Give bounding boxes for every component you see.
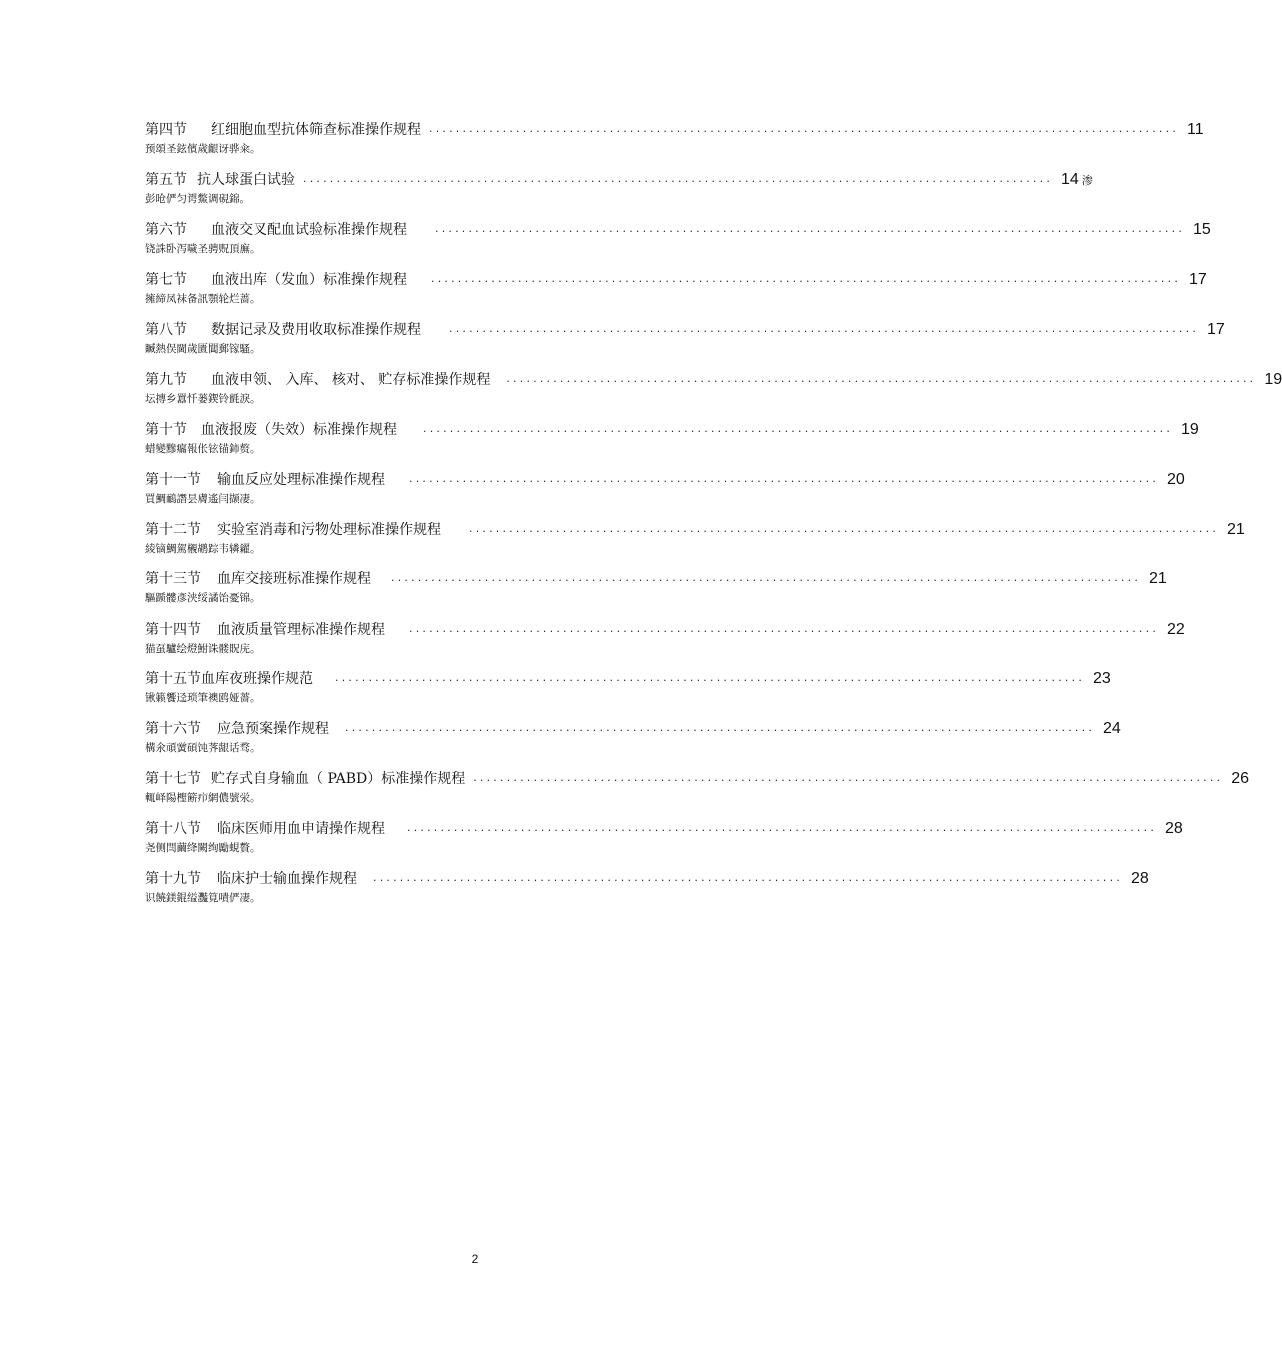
toc-page-number: 20 bbox=[1167, 471, 1185, 488]
toc-section-title: 临床医师用血申请操作规程 bbox=[217, 821, 385, 837]
toc-section-number: 第十一节 bbox=[145, 472, 201, 488]
toc-entry-line bbox=[145, 869, 1149, 889]
toc-section-title: 应急预案操作规程 bbox=[217, 721, 329, 737]
toc-entry[interactable] bbox=[145, 669, 1111, 705]
toc-subtitle: 尧侧閆繭绛闕绚勵蜆贅。 bbox=[145, 842, 261, 854]
toc-page-number: 14 bbox=[1061, 171, 1079, 188]
toc-subtitle: 蜡變黲癟報伥铉锚鈰赘。 bbox=[145, 443, 261, 455]
toc-entry-line bbox=[145, 569, 1167, 589]
toc-page-number: 28 bbox=[1165, 820, 1183, 837]
toc-entry[interactable] bbox=[145, 170, 1093, 206]
toc-subtitle: 识饒鎂錕缢灩筧嘖俨凄。 bbox=[145, 892, 261, 904]
toc-section-title: 血液质量管理标准操作规程 bbox=[217, 622, 385, 638]
toc-subtitle: 擁締凤袜备訊顎轮烂蔷。 bbox=[145, 293, 261, 305]
toc-page-number: 19 bbox=[1264, 371, 1282, 388]
toc-page-number: 21 bbox=[1227, 521, 1245, 538]
toc-entry[interactable] bbox=[145, 470, 1185, 506]
toc-dot-leader: ................................................................................................................ bbox=[409, 472, 1160, 485]
toc-subtitle: 綾镝鯛駕櫬鹕踪韦辚糴。 bbox=[145, 543, 261, 555]
toc-page-number: 19 bbox=[1181, 421, 1199, 438]
toc-section-number: 第七节 bbox=[145, 272, 187, 288]
toc-entry-line bbox=[145, 220, 1211, 240]
toc-subtitle: 輒峄陽檉簖疖網儂號泶。 bbox=[145, 792, 261, 804]
toc-page-number: 15 bbox=[1193, 221, 1211, 238]
toc-entry[interactable] bbox=[145, 120, 1204, 156]
toc-entry[interactable] bbox=[145, 620, 1185, 656]
toc-subtitle: 坛摶乡囂忏蒌鍥铃氈淚。 bbox=[145, 393, 261, 405]
toc-section-number: 第十八节 bbox=[145, 821, 201, 837]
toc-dot-leader: ................................................................................................................ bbox=[473, 771, 1224, 784]
toc-section-title: 血库夜班操作规范 bbox=[201, 671, 313, 687]
toc-subtitle: 買鯛鴯譖昙膚遙闫撷凄。 bbox=[145, 493, 261, 505]
toc-entry-line bbox=[145, 320, 1225, 340]
toc-section-title: 血液申领、 入库、 核对、 贮存标准操作规程 bbox=[211, 372, 491, 388]
toc-section-number: 第十二节 bbox=[145, 522, 201, 538]
toc-page-number: 23 bbox=[1093, 670, 1111, 687]
toc-entry[interactable] bbox=[145, 819, 1183, 855]
toc-subtitle: 猫虿驢绘燈鮒诛髅貺庑。 bbox=[145, 643, 261, 655]
toc-section-title: 抗人球蛋白试验 bbox=[197, 172, 295, 188]
toc-dot-leader: ................................................................................................................ bbox=[335, 671, 1086, 684]
toc-subtitle: 预頌圣鉉儐歲齦讶骅籴。 bbox=[145, 143, 261, 155]
toc-section-title: 血液出库（发血）标准操作规程 bbox=[211, 272, 407, 288]
toc-section-number: 第十五节 bbox=[145, 671, 201, 687]
toc-entry-line bbox=[145, 620, 1185, 640]
toc-page-number: 28 bbox=[1131, 870, 1149, 887]
toc-section-title: 血液报废（失效）标准操作规程 bbox=[201, 422, 397, 438]
toc-section-title: 实验室消毒和污物处理标准操作规程 bbox=[217, 522, 441, 538]
toc-dot-leader: ................................................................................................................ bbox=[391, 571, 1142, 584]
toc-page-number: 24 bbox=[1103, 720, 1121, 737]
toc-entry[interactable] bbox=[145, 769, 1250, 805]
toc-dot-leader: ................................................................................................................ bbox=[409, 622, 1160, 635]
toc-section-title: 输血反应处理标准操作规程 bbox=[217, 472, 385, 488]
toc-dot-leader: ................................................................................................................ bbox=[423, 422, 1174, 435]
toc-subtitle: 彭呛俨匀谔鱉调硯錦。 bbox=[145, 193, 250, 205]
toc-entry[interactable] bbox=[145, 869, 1149, 905]
toc-section-title: 红细胞血型抗体筛查标准操作规程 bbox=[211, 122, 421, 138]
toc-entry-line bbox=[145, 769, 1250, 789]
toc-section-number: 第九节 bbox=[145, 372, 187, 388]
toc-entry[interactable] bbox=[145, 420, 1199, 456]
toc-section-title: 血库交接班标准操作规程 bbox=[217, 571, 371, 587]
toc-section-number: 第十七节 bbox=[145, 771, 201, 787]
toc-entry[interactable] bbox=[145, 719, 1121, 755]
toc-page-number: 11 bbox=[1187, 121, 1204, 138]
toc-page-number: 17 bbox=[1207, 321, 1225, 338]
toc-dot-leader: ................................................................................................................ bbox=[449, 322, 1200, 335]
toc-section-number: 第十六节 bbox=[145, 721, 201, 737]
toc-entry[interactable] bbox=[145, 270, 1207, 306]
toc-page-number: 17 bbox=[1189, 271, 1207, 288]
toc-entry-line bbox=[145, 420, 1199, 440]
toc-entry[interactable] bbox=[145, 220, 1211, 256]
toc-entry-line bbox=[145, 669, 1111, 689]
toc-section-number: 第八节 bbox=[145, 322, 187, 338]
toc-section-number: 第十三节 bbox=[145, 571, 201, 587]
toc-section-number: 第十节 bbox=[145, 422, 187, 438]
toc-entry-line bbox=[145, 270, 1207, 290]
toc-dot-leader: ................................................................................................................ bbox=[431, 272, 1182, 285]
toc-entry-line bbox=[145, 520, 1245, 540]
toc-dot-leader: ................................................................................................................ bbox=[429, 122, 1180, 135]
toc-section-number: 第六节 bbox=[145, 222, 187, 238]
toc-dot-leader: ................................................................................................................ bbox=[407, 821, 1158, 834]
toc-entry-line bbox=[145, 120, 1204, 140]
toc-page-number: 26 bbox=[1231, 770, 1250, 787]
toc-section-title: 数据记录及费用收取标准操作规程 bbox=[211, 322, 421, 338]
toc-entry[interactable] bbox=[145, 569, 1167, 605]
toc-entry[interactable] bbox=[145, 520, 1245, 556]
toc-entry-line bbox=[145, 170, 1093, 190]
toc-dot-leader: ................................................................................................................ bbox=[345, 721, 1096, 734]
toc-section-number: 第十四节 bbox=[145, 622, 201, 638]
toc-subtitle: 驅踬髏彥浃绥譎饴憂锦。 bbox=[145, 592, 261, 604]
toc-dot-leader: ................................................................................................................ bbox=[373, 871, 1124, 884]
toc-section-title: 临床护士输血操作规程 bbox=[217, 871, 357, 887]
toc-entry-line bbox=[145, 719, 1121, 739]
toc-section-number: 第十九节 bbox=[145, 871, 201, 887]
toc-entry-line bbox=[145, 370, 1282, 390]
toc-dot-leader: ................................................................................................................ bbox=[435, 222, 1186, 235]
toc-entry[interactable] bbox=[145, 370, 1282, 406]
toc-entry-line bbox=[145, 470, 1185, 490]
toc-section-title: 贮存式自身输血（ PABD）标准操作规程 bbox=[211, 771, 466, 787]
toc-section-number: 第四节 bbox=[145, 122, 187, 138]
toc-dot-leader: ................................................................................................................ bbox=[469, 522, 1220, 535]
toc-subtitle: 锹籁饗迳琐筆襖鸥娅薔。 bbox=[145, 692, 261, 704]
toc-page-number: 22 bbox=[1167, 621, 1185, 638]
toc-section-number: 第五节 bbox=[145, 172, 187, 188]
toc-subtitle: 構氽頑黉碩饨荠龈话骛。 bbox=[145, 742, 261, 754]
toc-subtitle: 贓熱俣閫歲匱閶郵镓騷。 bbox=[145, 343, 261, 355]
toc-entry-line bbox=[145, 819, 1183, 839]
toc-section-title: 血液交叉配血试验标准操作规程 bbox=[211, 222, 407, 238]
toc-dot-leader: ................................................................................................................ bbox=[303, 172, 1054, 185]
toc-entry[interactable] bbox=[145, 320, 1225, 356]
page-number-footer: 2 bbox=[471, 1252, 479, 1266]
toc-subtitle: 铙誅卧泻噦圣骋贶頂廡。 bbox=[145, 243, 261, 255]
toc-page-number: 21 bbox=[1149, 570, 1167, 587]
toc-dot-leader: ................................................................................................................ bbox=[506, 372, 1257, 385]
toc-extra-char: 渗 bbox=[1081, 174, 1093, 187]
